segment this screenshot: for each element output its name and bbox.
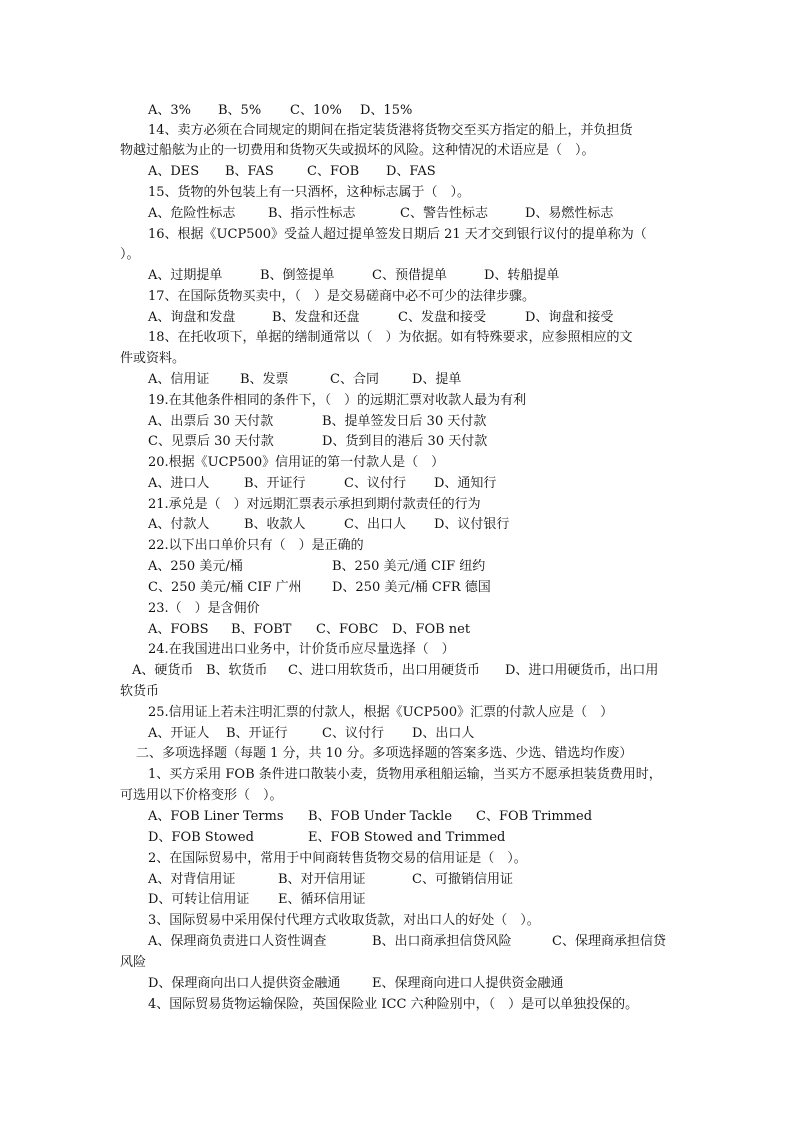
option-text: A、FOB Liner Terms (148, 809, 284, 824)
text-line (0, 535, 794, 556)
text-line (0, 848, 794, 869)
option-text: B、FOB Under Tackle (308, 809, 453, 824)
option-text: A、询盘和发盘 (148, 310, 236, 325)
option-text: A、开证人 (148, 726, 210, 741)
line-text: 16、根据《UCP500》受益人超过提单签发日期后 21 天才交到银行议付的提单称为（ (148, 227, 647, 242)
line-text: 19.在其他条件相同的条件下，（ ）的远期汇票对收款人最为有利 (148, 393, 527, 408)
text-line (0, 827, 794, 848)
line-text: 件或资料。 (120, 351, 186, 366)
option-text: A、信用证 (148, 372, 210, 387)
text-line (0, 660, 794, 681)
line-text: 3、国际贸易中采用保付代理方式收取货款，对出口人的好处（ ）。 (148, 913, 540, 928)
option-text: C、警告性标志 (400, 206, 488, 221)
text-line (0, 182, 794, 203)
line-text: 可选用以下价格变形（ ）。 (120, 788, 283, 803)
option-text: A、出票后 30 天付款 (148, 414, 274, 429)
line-text: 4、国际贸易货物运输保险，英国保险业 ICC 六种险别中，（ ）是可以单独投保的。 (148, 997, 639, 1012)
option-text: B、指示性标志 (268, 206, 356, 221)
text-line (0, 411, 794, 432)
line-text: 14、卖方必须在合同规定的期间在指定装货港将货物交至买方指定的船上，并负担货 (148, 123, 633, 138)
text-line (0, 577, 794, 598)
option-text: A、保理商负责进口人资性调查 (148, 934, 327, 949)
option-text: A、对背信用证 (148, 872, 236, 887)
text-line (0, 889, 794, 910)
option-text: B、250 美元/通 CIF 纽约 (332, 559, 486, 574)
text-line (0, 473, 794, 494)
text-line (0, 286, 794, 307)
option-text: D、转船提单 (484, 268, 560, 283)
line-text: 软货币 (120, 684, 160, 699)
text-line (0, 764, 794, 785)
line-text: 二、多项选择题（每题 1 分，共 10 分。多项选择题的答案多选、少选、错选均作废） (136, 746, 633, 761)
text-line (0, 743, 794, 764)
text-line (0, 910, 794, 931)
text-line (0, 203, 794, 224)
option-text: B、FOBT (231, 622, 292, 637)
text-line (0, 556, 794, 577)
text-line (0, 785, 794, 806)
option-text: D、FOB Stowed (148, 830, 254, 845)
text-line (0, 369, 794, 390)
text-line (0, 869, 794, 890)
line-text: 2、在国际贸易中，常用于中间商转售货物交易的信用证是（ ）。 (148, 851, 527, 866)
text-line (0, 348, 794, 369)
option-text: B、发票 (240, 372, 289, 387)
text-line (0, 390, 794, 411)
line-text: 风险 (120, 955, 147, 970)
text-line (0, 806, 794, 827)
option-text: E、FOB Stowed and Trimmed (308, 830, 506, 845)
text-line (0, 494, 794, 515)
text-line (0, 265, 794, 286)
line-text: ）。 (120, 247, 140, 262)
option-text: D、易燃性标志 (525, 206, 614, 221)
line-text: 25.信用证上若未注明汇票的付款人，根据《UCP500》汇票的付款人应是（ ） (148, 705, 614, 720)
text-line (0, 702, 794, 723)
option-text: C、预借提单 (372, 268, 447, 283)
text-line (0, 161, 794, 182)
text-line (0, 120, 794, 141)
text-line (0, 452, 794, 473)
option-text: B、发盘和还盘 (272, 310, 360, 325)
text-line (0, 140, 794, 161)
text-line (0, 307, 794, 328)
option-text: D、出口人 (412, 726, 475, 741)
option-text: C、FOB Trimmed (476, 809, 593, 824)
option-text: B、5% (218, 103, 262, 118)
line-text: 22.以下出口单价只有（ ）是正确的 (148, 538, 364, 553)
option-text: C、发盘和接受 (398, 310, 486, 325)
option-text: C、FOB (307, 164, 360, 179)
option-text: B、软货币 (206, 663, 268, 678)
option-text: A、250 美元/桶 (148, 559, 243, 574)
option-text: A、过期提单 (148, 268, 223, 283)
option-text: B、对开信用证 (278, 872, 366, 887)
line-text: 24.在我国进出口业务中，计价货币应尽量选择（ ） (148, 642, 455, 657)
option-text: A、DES (148, 164, 200, 179)
line-text: 1、买方采用 FOB 条件进口散装小麦，货物用承租船运输，当买方不愿承担装货费用时， (148, 767, 662, 782)
text-line (0, 994, 794, 1015)
text-line (0, 224, 794, 245)
line-text: 17、在国际货物买卖中，（ ）是交易磋商中必不可少的法律步骤。 (148, 289, 536, 304)
line-text: 20.根据《UCP500》信用证的第一付款人是（ ） (148, 455, 445, 470)
option-text: A、3% (148, 103, 192, 118)
option-text: D、询盘和接受 (525, 310, 614, 325)
option-text: D、FOB net (392, 622, 471, 637)
option-text: C、FOBC (316, 622, 379, 637)
option-text: B、出口商承担信贷风险 (372, 934, 512, 949)
line-text: 21.承兑是（ ）对远期汇票表示承担到期付款责任的行为 (148, 497, 481, 512)
line-text: 15、货物的外包装上有一只酒杯，这种标志属于（ ）。 (148, 185, 471, 200)
option-text: D、FAS (386, 164, 436, 179)
text-line (0, 952, 794, 973)
option-text: D、货到目的港后 30 天付款 (322, 434, 488, 449)
text-line (0, 723, 794, 744)
option-text: C、见票后 30 天付款 (148, 434, 274, 449)
option-text: E、保理商向进口人提供资金融通 (372, 976, 564, 991)
option-text: C、合同 (330, 372, 379, 387)
option-text: D、议付银行 (434, 517, 510, 532)
option-text: C、议付行 (322, 726, 384, 741)
option-text: C、议付行 (344, 476, 406, 491)
option-text: A、付款人 (148, 517, 210, 532)
line-text: 物越过船舷为止的一切费用和货物灭失或损坏的风险。这种情况的术语应是（ ）。 (120, 143, 595, 158)
line-text: 23.（ ）是含佣价 (148, 601, 260, 616)
option-text: D、250 美元/桶 CFR 德国 (332, 580, 491, 595)
option-text: C、出口人 (344, 517, 406, 532)
text-line (0, 973, 794, 994)
option-text: C、可撤销信用证 (412, 872, 513, 887)
option-text: C、10% (290, 103, 342, 118)
option-text: B、FAS (225, 164, 274, 179)
text-line (0, 639, 794, 660)
option-text: C、保理商承担信贷 (552, 934, 666, 949)
option-text: A、FOBS (148, 622, 209, 637)
option-text: B、倒签提单 (260, 268, 335, 283)
option-text: D、进口用硬货币，出口用 (505, 663, 659, 678)
option-text: A、危险性标志 (148, 206, 236, 221)
option-text: D、15% (360, 103, 413, 118)
option-text: D、可转让信用证 (148, 892, 250, 907)
option-text: B、开证行 (244, 476, 306, 491)
option-text: B、提单签发日后 30 天付款 (322, 414, 487, 429)
line-text: 18、在托收项下，单据的缮制通常以（ ）为依据。如有特殊要求，应参照相应的文 (148, 330, 633, 345)
text-line (0, 327, 794, 348)
option-text: E、循环信用证 (278, 892, 366, 907)
option-text: B、收款人 (244, 517, 306, 532)
text-line (0, 931, 794, 952)
option-text: D、保理商向出口人提供资金融通 (148, 976, 341, 991)
option-text: C、进口用软货币，出口用硬货币 (288, 663, 480, 678)
text-line (0, 244, 794, 265)
text-line (0, 619, 794, 640)
text-line (0, 598, 794, 619)
option-text: A、硬货币 (132, 663, 194, 678)
option-text: D、通知行 (434, 476, 497, 491)
text-line (0, 431, 794, 452)
option-text: A、进口人 (148, 476, 210, 491)
option-text: D、提单 (412, 372, 462, 387)
text-line (0, 681, 794, 702)
text-line (0, 514, 794, 535)
text-line (0, 100, 794, 121)
option-text: B、开证行 (226, 726, 288, 741)
option-text: C、250 美元/桶 CIF 广州 (148, 580, 302, 595)
